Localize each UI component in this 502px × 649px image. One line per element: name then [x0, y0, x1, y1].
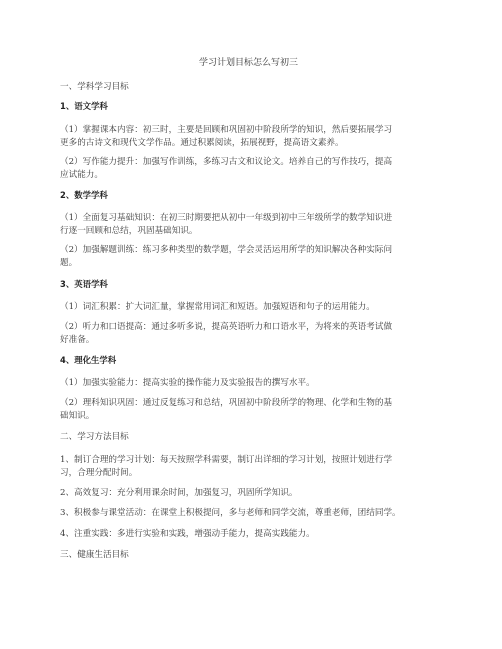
- section-heading: 三、健康生活目标: [60, 550, 129, 560]
- paragraph-line: 习，合理分配时间。: [60, 468, 138, 478]
- paragraph-line: （2）理科知识巩固：通过反复练习和总结，巩固初中阶段所学的物理、化学和生物的基: [60, 398, 393, 408]
- paragraph-line: 题。: [60, 258, 78, 268]
- subsection-heading: 4、理化生学科: [60, 355, 117, 365]
- subsection-heading: 2、数学学科: [60, 190, 108, 200]
- section-heading: 一、学科学习目标: [60, 82, 129, 92]
- subsection-heading: 3、英语学科: [60, 279, 108, 289]
- paragraph-line: （2）听力和口语提高：通过多听多说，提高英语听力和口语水平，为将来的英语考试做: [60, 322, 393, 332]
- paragraph-line: 应试能力。: [60, 170, 103, 180]
- paragraph-line: （1）词汇积累：扩大词汇量，掌握常用词汇和短语。加强短语和句子的运用能力。: [60, 302, 375, 312]
- paragraph-line: 行逐一回顾和总结，巩固基础知识。: [60, 226, 198, 236]
- section-heading: 二、学习方法目标: [60, 432, 129, 442]
- paragraph-line: （1）加强实验能力：提高实验的操作能力及实验报告的撰写水平。: [60, 378, 315, 388]
- paragraph-line: （1）掌握课本内容：初三时，主要是回顾和巩固初中阶段所学的知识，然后要拓展学习: [60, 125, 393, 135]
- paragraph-line: （2）写作能力提升：加强写作训练，多练习古文和议论文。培养自己的写作技巧，提高: [60, 157, 393, 167]
- paragraph-line: 更多的古诗文和现代文学作品。通过积累阅读，拓展视野，提高语文素养。: [60, 138, 344, 148]
- paragraph-line: 好准备。: [60, 335, 95, 345]
- paragraph-line: 4、注重实践：多进行实验和实践，增强动手能力，提高实践能力。: [60, 529, 315, 539]
- paragraph-line: 2、高效复习：充分利用课余时间，加强复习，巩固所学知识。: [60, 488, 298, 498]
- subsection-heading: 1、语文学科: [60, 101, 108, 111]
- paragraph-line: （1）全面复习基础知识：在初三时期要把从初中一年级到初中三年级所学的数学知识进: [60, 213, 393, 223]
- paragraph-line: 3、积极参与课堂活动：在课堂上积极提问，多与老师和同学交流，尊重老师，团结同学。: [60, 508, 401, 518]
- paragraph-line: 1、制订合理的学习计划：每天按照学科需要，制订出详细的学习计划，按照计划进行学: [60, 455, 393, 465]
- paragraph-line: （2）加强解题训练：练习多种类型的数学题，学会灵活运用所学的知识解决各种实际问: [60, 245, 393, 255]
- paragraph-line: 础知识。: [60, 411, 95, 421]
- document-title: 学习计划目标怎么写初三: [199, 58, 299, 68]
